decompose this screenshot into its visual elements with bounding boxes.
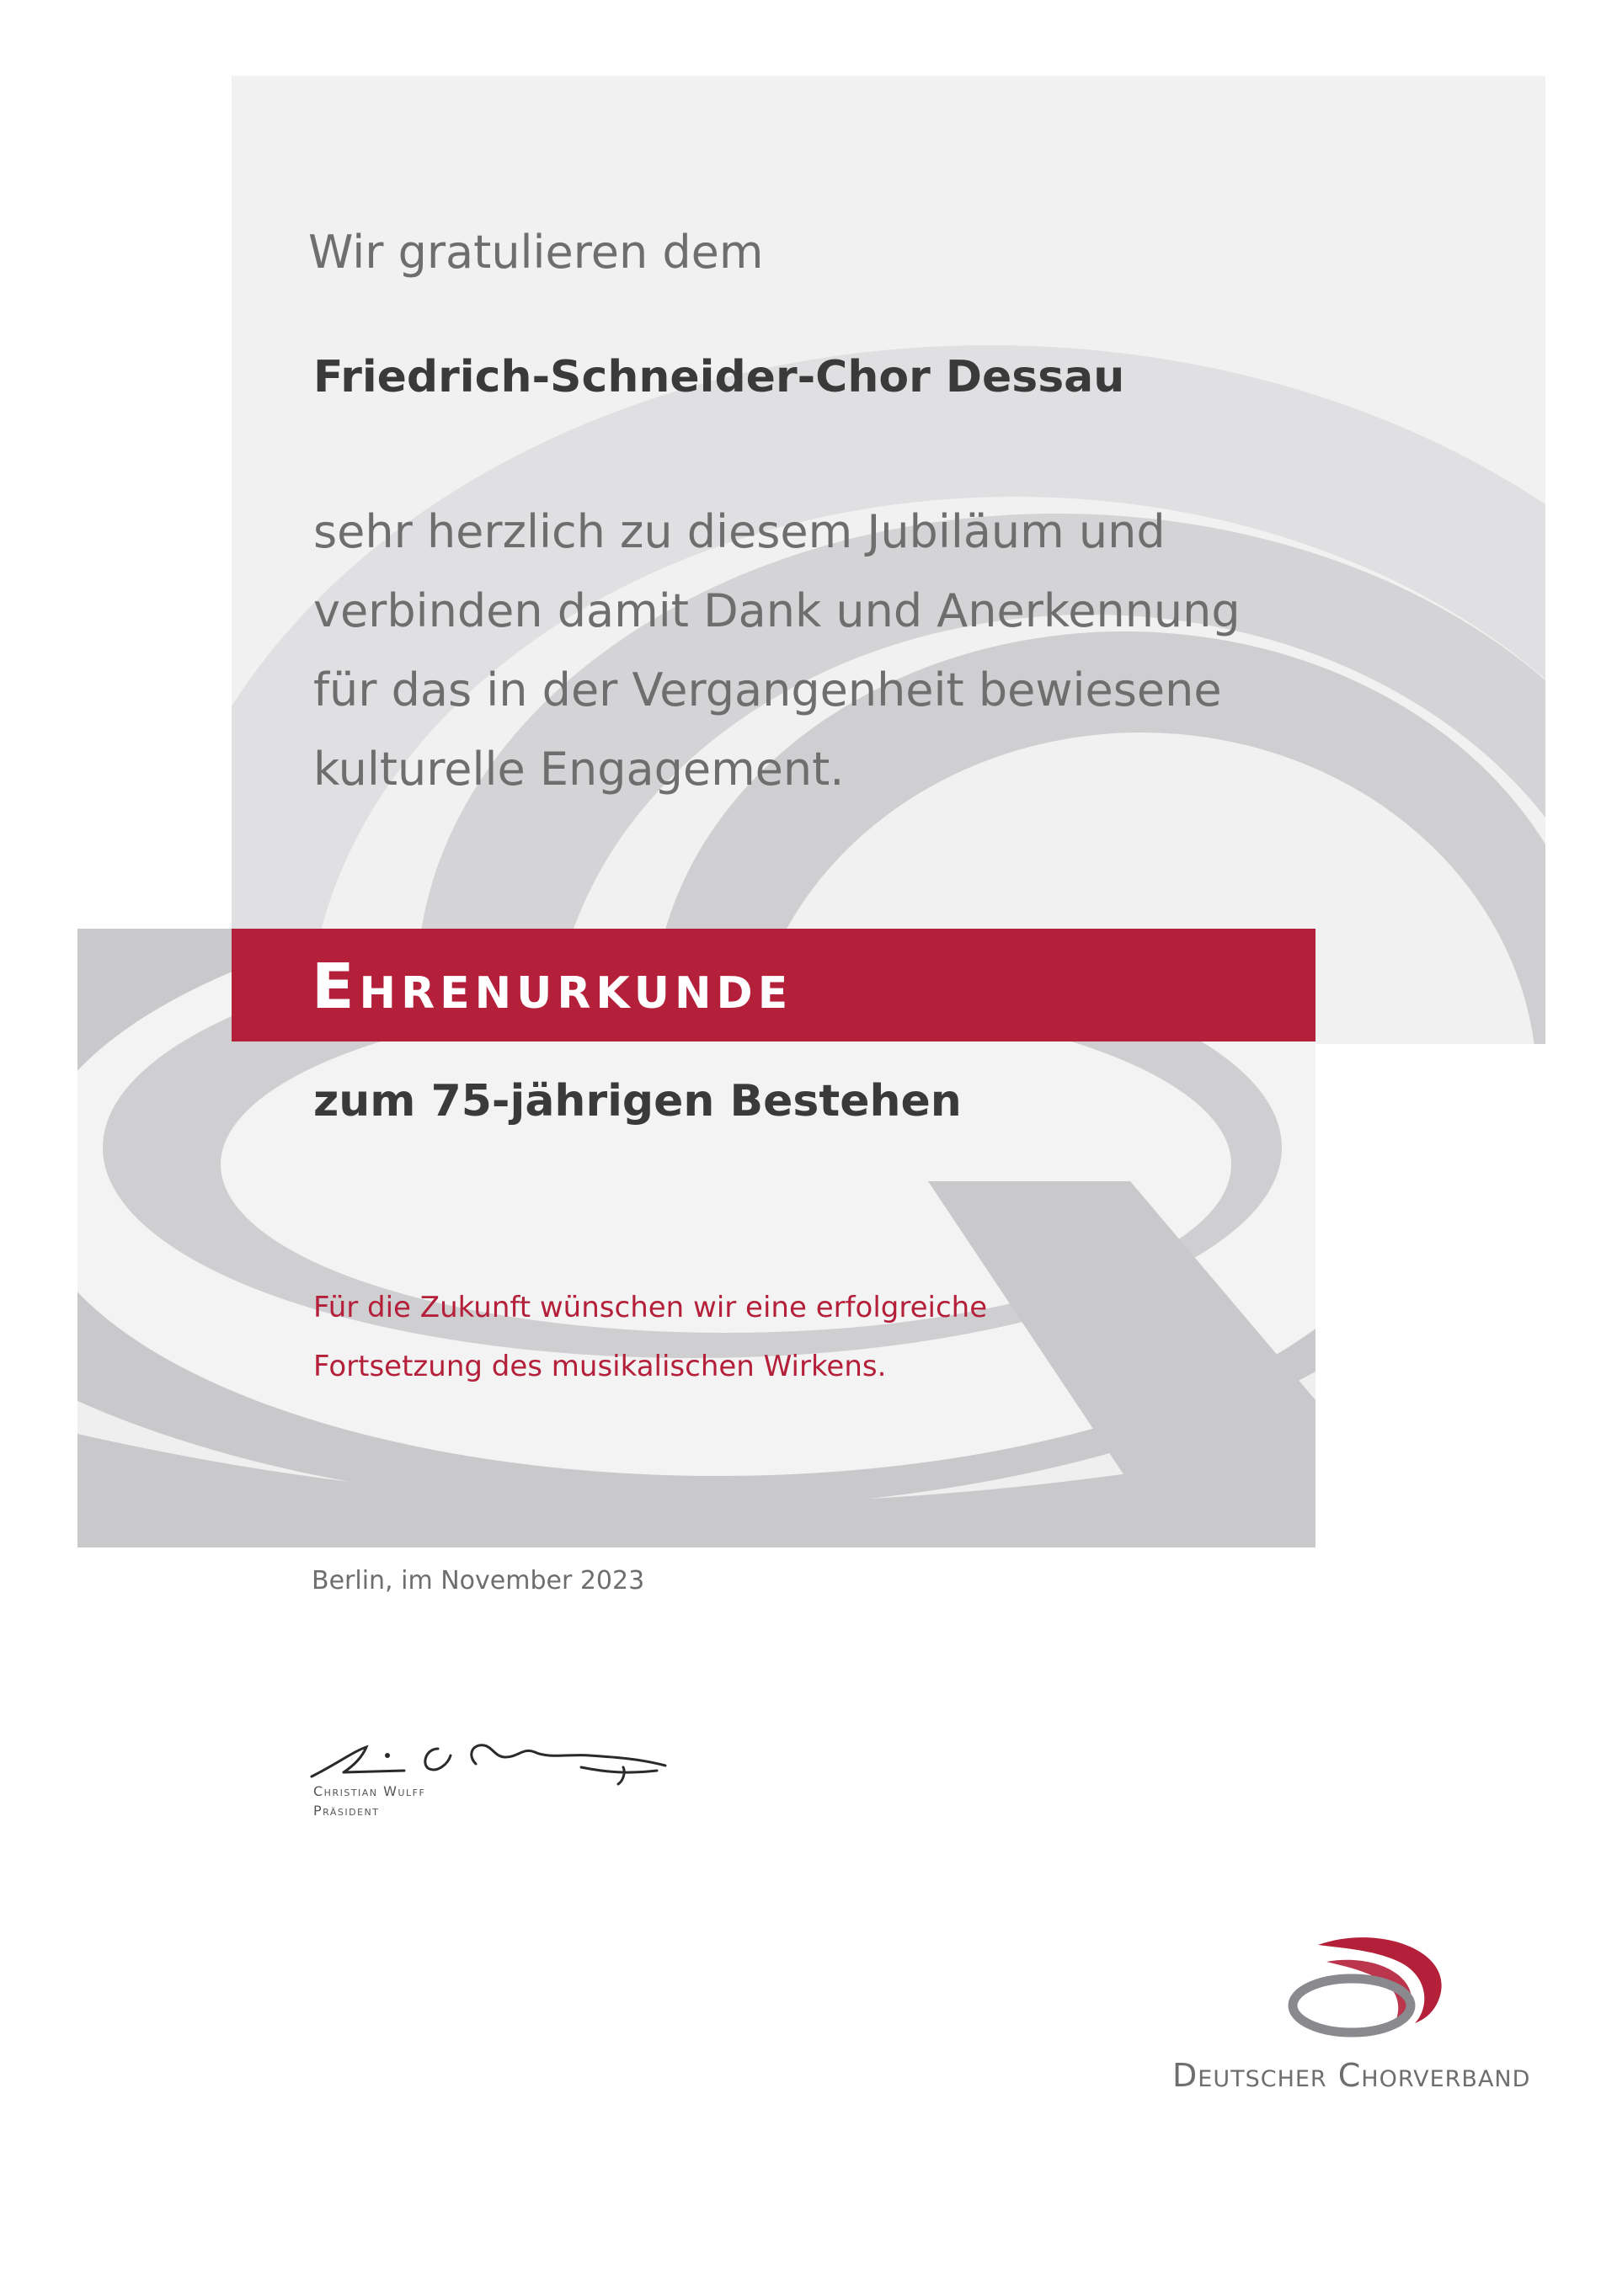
choir-association-logo-icon [1284, 1928, 1453, 2038]
certificate-title: Ehrenurkunde [312, 951, 793, 1023]
handwritten-signature-icon [303, 1697, 674, 1789]
title-banner [232, 929, 1315, 1041]
wish-paragraph [313, 1278, 987, 1396]
signer-name: Christian Wulff [313, 1783, 426, 1799]
organization-name: Deutscher Chorverband [1172, 2057, 1531, 2094]
signer-role: Präsident [313, 1803, 380, 1819]
wish-line: Fortsetzung des musikalischen Wirkens. [313, 1350, 887, 1383]
body-line: kulturelle Engagement. [313, 743, 845, 796]
place-date: Berlin, im November 2023 [312, 1566, 645, 1595]
body-line: sehr herzlich zu diesem Jubiläum und [313, 505, 1166, 558]
body-line: verbinden damit Dank und Anerkennung [313, 584, 1241, 637]
occasion-text: zum 75-jährigen Bestehen [313, 1076, 962, 1127]
body-paragraph [313, 493, 1241, 809]
body-line: für das in der Vergangenheit bewiesene [313, 663, 1222, 717]
greeting-text: Wir gratulieren dem [308, 226, 764, 279]
recipient-name: Friedrich-Schneider-Chor Dessau [313, 352, 1125, 402]
wish-line: Für die Zukunft wünschen wir eine erfolgreiche [313, 1291, 988, 1324]
